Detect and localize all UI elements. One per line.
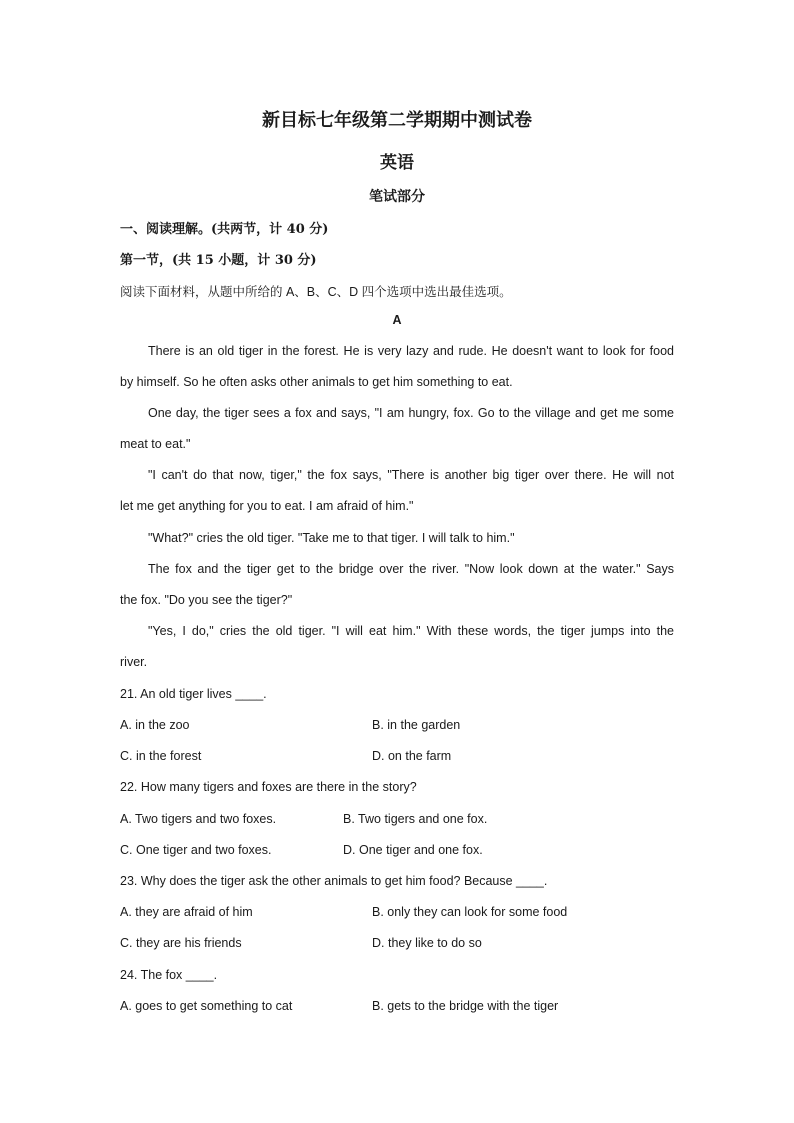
passage-line: One day, the tiger sees a fox and says, "I am hungry, fox. Go to the village and get me some	[148, 406, 674, 420]
part-title: 笔试部分	[369, 189, 425, 205]
q23-option-d[interactable]: D. they like to do so	[372, 936, 482, 950]
passage-line: by himself. So he often asks other animals to get him something to eat.	[120, 375, 513, 389]
passage-line: "I can't do that now, tiger," the fox says, "There is another big tiger over there. He will not	[148, 468, 674, 482]
question-21: 21. An old tiger lives ____.	[120, 687, 267, 701]
passage-line: "Yes, I do," cries the old tiger. "I will eat him." With these words, the tiger jumps into the	[148, 624, 674, 638]
question-22: 22. How many tigers and foxes are there in the story?	[120, 780, 417, 794]
q21-option-d[interactable]: D. on the farm	[372, 749, 452, 763]
passage-line: The fox and the tiger get to the bridge over the river. "Now look down at the water." Says	[148, 562, 674, 576]
q22-option-c[interactable]: C. One tiger and two foxes.	[120, 843, 272, 857]
q24-option-b[interactable]: B. gets to the bridge with the tiger	[372, 999, 559, 1013]
question-23: 23. Why does the tiger ask the other animals to get him food? Because ____.	[120, 874, 548, 888]
passage-line: There is an old tiger in the forest. He is very lazy and rude. He doesn't want to look for food	[148, 344, 674, 358]
section-heading: 一、阅读理解。(共两节，计 40 分)	[120, 222, 329, 237]
passage-line: let me get anything for you to eat. I am afraid of him."	[120, 499, 414, 513]
passage-line: meat to eat."	[120, 437, 191, 451]
q21-option-a[interactable]: A. in the zoo	[120, 718, 190, 732]
question-24: 24. The fox ____.	[120, 968, 218, 982]
passage-line: "What?" cries the old tiger. "Take me to that tiger. I will talk to him."	[148, 531, 515, 545]
q22-option-b[interactable]: B. Two tigers and one fox.	[343, 812, 488, 826]
q22-option-d[interactable]: D. One tiger and one fox.	[343, 843, 483, 857]
q21-option-c[interactable]: C. in the forest	[120, 749, 202, 763]
subject-title: 英语	[380, 153, 414, 173]
section-subheading: 第一节，(共 15 小题，计 30 分)	[120, 253, 317, 268]
passage-line: river.	[120, 655, 148, 669]
q21-option-b[interactable]: B. in the garden	[372, 718, 461, 732]
q22-option-a[interactable]: A. Two tigers and two foxes.	[120, 812, 277, 826]
q23-option-b[interactable]: B. only they can look for some food	[372, 905, 568, 919]
passage-line: the fox. "Do you see the tiger?"	[120, 593, 293, 607]
section-instruction: 阅读下面材料，从题中所给的 A、B、C、D 四个选项中选出最佳选项。	[120, 285, 512, 299]
exam-title: 新目标七年级第二学期期中测试卷	[262, 110, 532, 131]
q23-option-c[interactable]: C. they are his friends	[120, 936, 242, 950]
q23-option-a[interactable]: A. they are afraid of him	[120, 905, 253, 919]
passage-label: A	[392, 313, 402, 327]
q24-option-a[interactable]: A. goes to get something to cat	[120, 999, 293, 1013]
